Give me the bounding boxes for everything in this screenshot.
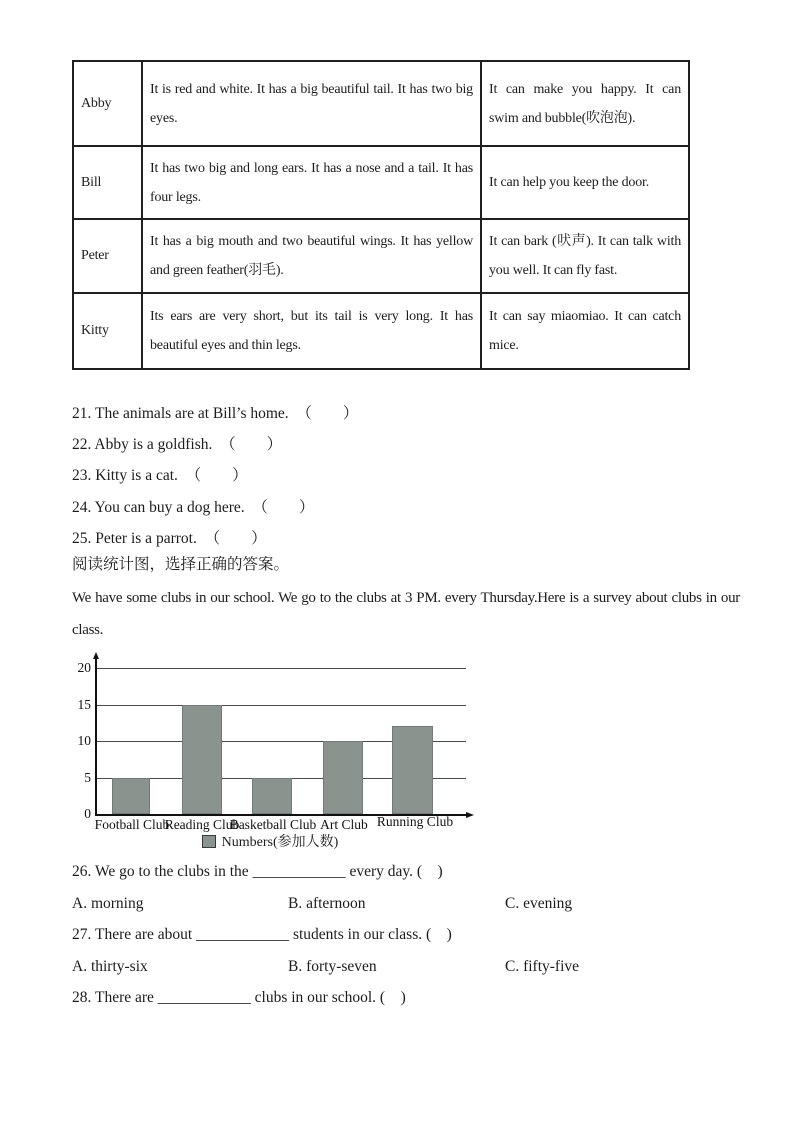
option-27-a: A. thirty-six <box>72 957 148 975</box>
bar-football-club <box>112 778 150 815</box>
option-26-a: A. morning <box>72 894 144 912</box>
tf-question-24: 24. You can buy a dog here. （ ） <box>72 498 315 516</box>
animal-reading-table <box>72 60 690 370</box>
legend-label: Numbers(参加人数) <box>221 835 339 850</box>
tf-question-23: 23. Kitty is a cat. （ ） <box>72 467 248 485</box>
table-row <box>73 293 689 369</box>
option-26-b: B. afternoon <box>288 894 366 912</box>
y-tick-label: 20 <box>77 660 91 675</box>
true-false-questions <box>72 398 358 554</box>
option-26-c: C. evening <box>505 894 573 912</box>
tf-question-22: 22. Abby is a goldfish. （ ） <box>72 436 283 454</box>
bar-running-club <box>392 726 433 814</box>
y-axis <box>95 658 97 814</box>
x-axis-label-art: Art Club <box>320 817 368 832</box>
table-row <box>73 61 689 146</box>
animal-name-cell: Kitty <box>73 293 142 369</box>
y-tick-label: 15 <box>77 696 91 712</box>
legend-swatch-icon <box>202 835 216 848</box>
animal-ability-cell: It can make you happy. It can swim and bubble(吹泡泡). <box>481 61 689 146</box>
animal-name-cell: Peter <box>73 219 142 293</box>
animal-name-cell: Bill <box>73 146 142 219</box>
section-instruction: 阅读统计图，选择正确的答案。 <box>72 556 290 573</box>
bar-basketball-club <box>252 778 292 815</box>
gridline-15 <box>96 705 466 706</box>
y-tick-label: 10 <box>77 733 91 748</box>
bar-reading-club <box>182 705 222 815</box>
table-row <box>73 146 689 219</box>
x-axis-label-football: Football Club <box>94 817 170 832</box>
table-row <box>73 219 689 293</box>
y-tick-label: 5 <box>84 769 91 785</box>
mc-question-27: 27. There are about ____________ students in our class. ( ) <box>72 926 452 943</box>
animal-name-cell: Abby <box>73 61 142 146</box>
chart-legend <box>75 831 465 851</box>
animal-ability-cell: It can say miaomiao. It can catch mice. <box>481 293 689 369</box>
multiple-choice-questions <box>72 856 732 1014</box>
passage-text: We have some clubs in our school. We go to the clubs at 3 PM. every Thursday.Here is a survey about clubs in our class. <box>72 590 740 638</box>
animal-description-cell: Its ears are very short, but its tail is very long. It has beautiful eyes and thin legs. <box>142 293 481 369</box>
x-axis-label-basketball: Basketball Club <box>229 817 317 832</box>
tf-question-25: 25. Peter is a parrot. （ ） <box>72 529 267 547</box>
y-axis-arrow-icon <box>93 652 99 659</box>
option-27-b: B. forty-seven <box>288 957 377 975</box>
animal-description-cell: It has two big and long ears. It has a nose and a tail. It has four legs. <box>142 146 481 219</box>
animal-description-cell: It is red and white. It has a big beautiful tail. It has two big eyes. <box>142 61 481 146</box>
y-tick-label: 0 <box>84 806 91 821</box>
mc-question-28: 28. There are ____________ clubs in our school. ( ) <box>72 989 406 1006</box>
animal-ability-cell: It can bark (吠声). It can talk with you well. It can fly fast. <box>481 219 689 293</box>
tf-question-21: 21. The animals are at Bill’s home. （ ） <box>72 405 359 422</box>
option-27-c: C. fifty-five <box>505 957 580 975</box>
mc-options-26 <box>72 888 732 920</box>
gridline-20 <box>96 668 466 669</box>
bar-art-club <box>323 741 363 814</box>
x-axis-label-running: Running Club <box>376 814 454 829</box>
x-axis-label-reading: Reading Club <box>164 817 240 832</box>
mc-options-27 <box>72 951 732 983</box>
mc-question-26: 26. We go to the clubs in the ____________ every day. ( ) <box>72 863 443 880</box>
x-axis-arrow-icon <box>466 812 474 818</box>
clubs-bar-chart <box>75 656 495 856</box>
animal-description-cell: It has a big mouth and two beautiful wings. It has yellow and green feather(羽毛). <box>142 219 481 293</box>
animal-ability-cell: It can help you keep the door. <box>481 146 689 219</box>
